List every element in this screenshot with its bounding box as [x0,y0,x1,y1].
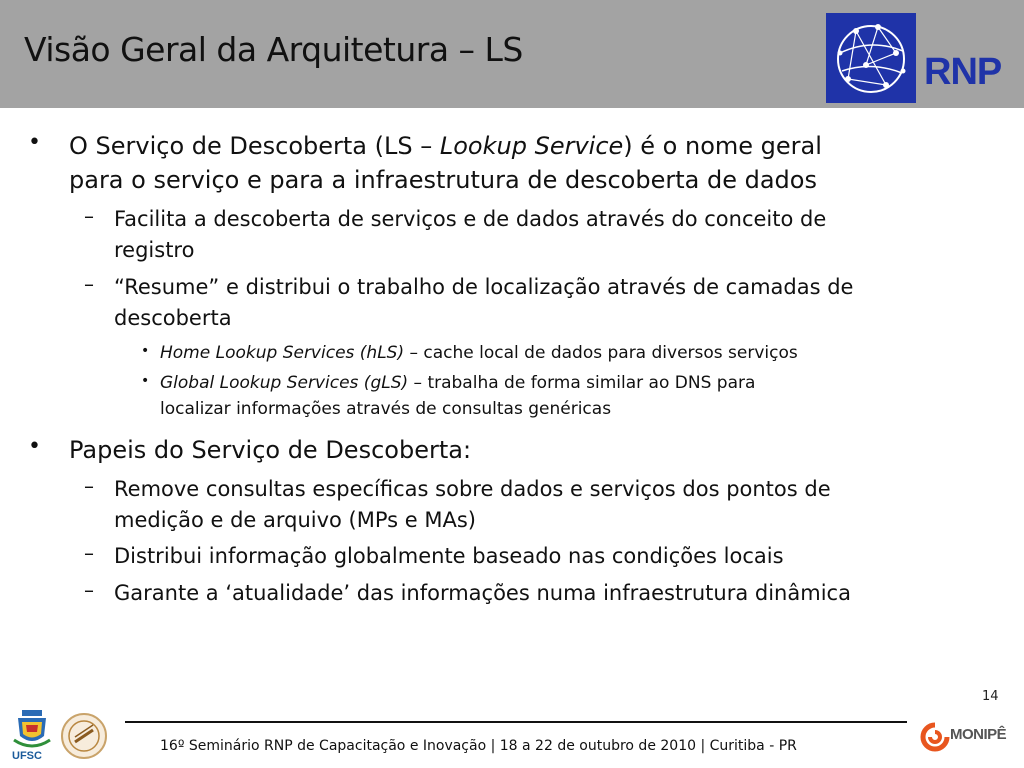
bullet-marker: • [28,130,41,155]
subsub-gls-line-2: localizar informações através de consultas genéricas [160,399,612,419]
sub-1-2-line-2: descoberta [114,306,232,330]
bullet-1-emphasis: Lookup Service [439,132,624,160]
monipe-logo [920,720,1020,756]
sub-2-3: Garante a ‘atualidade’ das informações numa infraestrutura dinâmica [114,581,851,605]
university-seal-icon [60,712,108,760]
small-bullet-marker: • [141,373,150,389]
page-number: 14 [982,689,999,704]
dash-marker: – [84,541,94,565]
small-bullet-marker: • [141,343,150,359]
bullet-marker: • [28,434,41,459]
sub-1-1-line-2: registro [114,238,195,262]
subsub-hls [160,340,798,366]
ufsc-label: UFSC [12,750,42,762]
sub-2-1-line-1: Remove consultas específicas sobre dados e serviços dos pontos de [114,477,831,501]
subsub-gls-line-1 [160,370,755,396]
rnp-wordmark: RNP [924,51,1002,93]
dash-marker: – [84,474,94,498]
ufsc-crest-icon [8,706,56,750]
hls-emphasis: Home Lookup Services (hLS) [160,343,405,363]
ufsc-logo [8,706,56,764]
footer-text: 16º Seminário RNP de Capacitação e Inovação | 18 a 22 de outubro de 2010 | Curitiba - PR [160,738,797,754]
sub-2-2: Distribui informação globalmente baseado nas condições locais [114,544,784,568]
monipe-swirl-icon [920,722,950,752]
sub-1-1-line-1: Facilita a descoberta de serviços e de dados através do conceito de [114,207,827,231]
dash-marker: – [84,578,94,602]
dash-marker: – [84,272,94,296]
university-seal-logo [60,712,108,760]
bullet-1-text-b: ) é o nome geral [623,132,822,160]
bullet-2-line-1: Papeis do Serviço de Descoberta: [69,436,472,464]
bullet-1-line-1 [69,130,822,162]
footer-divider [125,721,907,723]
sub-1-2-line-1: “Resume” e distribui o trabalho de localização através de camadas de [114,275,854,299]
gls-description: – trabalha de forma similar ao DNS para [408,373,756,393]
gls-emphasis: Global Lookup Services (gLS) [160,373,409,393]
slide-title: Visão Geral da Arquitetura – LS [24,30,523,69]
bullet-1-line-2: para o serviço e para a infraestrutura de descoberta de dados [69,166,817,194]
hls-description: – cache local de dados para diversos serviços [404,343,798,363]
dash-marker: – [84,204,94,228]
sub-2-1-line-2: medição e de arquivo (MPs e MAs) [114,508,476,532]
bullet-1-text-a: O Serviço de Descoberta (LS – [69,132,440,160]
monipe-wordmark: MONIPÊ [950,726,1007,743]
